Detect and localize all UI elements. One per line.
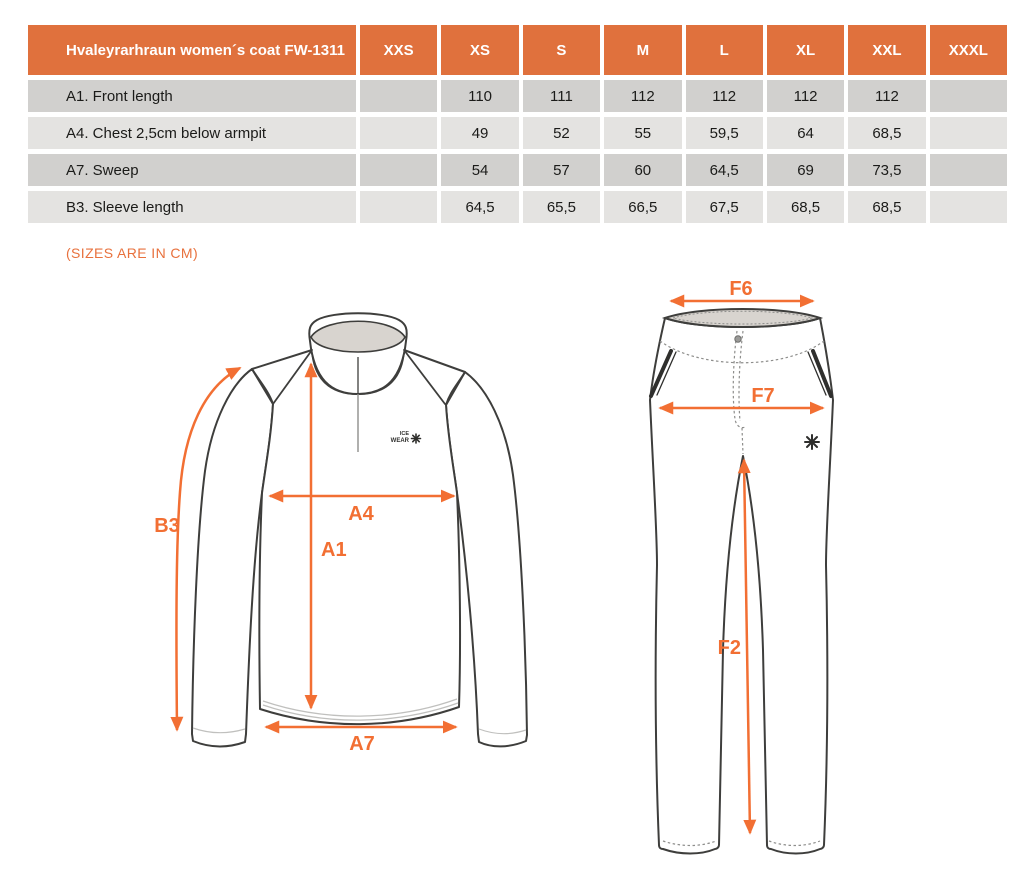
value-a7-xl: 69 xyxy=(767,154,844,186)
row-label-a7: A7. Sweep xyxy=(28,154,356,186)
size-col-header-xxl: XXL xyxy=(848,25,925,75)
value-b3-xxl: 68,5 xyxy=(848,191,925,223)
label-f2: F2 xyxy=(717,637,741,659)
value-a4-xxl: 68,5 xyxy=(848,117,925,149)
value-a4-s: 52 xyxy=(523,117,600,149)
value-a1-xxxl xyxy=(930,80,1007,112)
sizes-unit-note: (SIZES ARE IN CM) xyxy=(66,245,199,261)
value-a1-xxl: 112 xyxy=(848,80,925,112)
label-a4: A4 xyxy=(348,503,374,525)
value-a7-xs: 54 xyxy=(441,154,518,186)
value-a7-s: 57 xyxy=(523,154,600,186)
size-col-header-s: S xyxy=(523,25,600,75)
value-a4-xs: 49 xyxy=(441,117,518,149)
size-col-header-xxs: XXS xyxy=(360,25,437,75)
value-b3-l: 67,5 xyxy=(686,191,763,223)
value-a7-xxs xyxy=(360,154,437,186)
value-a4-l: 59,5 xyxy=(686,117,763,149)
value-b3-xl: 68,5 xyxy=(767,191,844,223)
row-label-b3: B3. Sleeve length xyxy=(28,191,356,223)
value-a7-l: 64,5 xyxy=(686,154,763,186)
value-a7-xxxl xyxy=(930,154,1007,186)
value-a1-xxs xyxy=(360,80,437,112)
size-col-header-l: L xyxy=(686,25,763,75)
label-a7: A7 xyxy=(349,733,375,755)
svg-text:ICE: ICE xyxy=(399,431,409,437)
label-a1: A1 xyxy=(321,539,347,561)
svg-text:WEAR: WEAR xyxy=(390,438,409,444)
value-a4-xxs xyxy=(360,117,437,149)
value-a1-xs: 110 xyxy=(441,80,518,112)
value-a7-xxl: 73,5 xyxy=(848,154,925,186)
row-label-a4: A4. Chest 2,5cm below armpit xyxy=(28,117,356,149)
value-a1-s: 111 xyxy=(523,80,600,112)
value-a1-xl: 112 xyxy=(767,80,844,112)
value-a4-m: 55 xyxy=(604,117,681,149)
size-col-header-xs: XS xyxy=(441,25,518,75)
size-col-header-xxxl: XXXL xyxy=(930,25,1007,75)
size-table xyxy=(28,25,1007,223)
value-a7-m: 60 xyxy=(604,154,681,186)
value-b3-xxs xyxy=(360,191,437,223)
label-b3: B3 xyxy=(154,515,180,537)
snowflake-icon xyxy=(412,434,421,443)
value-b3-m: 66,5 xyxy=(604,191,681,223)
pants-measurement-diagram xyxy=(635,275,840,860)
jacket-measurement-diagram xyxy=(145,300,585,770)
waist-button xyxy=(735,336,741,342)
value-b3-xxxl xyxy=(930,191,1007,223)
label-f6: F6 xyxy=(729,278,753,300)
value-a1-m: 112 xyxy=(604,80,681,112)
pants-snowflake-icon xyxy=(805,435,819,449)
product-title-cell: Hvaleyrarhraun women´s coat FW-1311 xyxy=(28,25,356,75)
value-a4-xl: 64 xyxy=(767,117,844,149)
size-col-header-xl: XL xyxy=(767,25,844,75)
pants-body xyxy=(650,318,833,854)
label-f7: F7 xyxy=(751,385,775,407)
arrow-f2 xyxy=(744,460,750,833)
row-label-a1: A1. Front length xyxy=(28,80,356,112)
size-col-header-m: M xyxy=(604,25,681,75)
value-a4-xxxl xyxy=(930,117,1007,149)
value-b3-xs: 64,5 xyxy=(441,191,518,223)
value-a1-l: 112 xyxy=(686,80,763,112)
value-b3-s: 65,5 xyxy=(523,191,600,223)
